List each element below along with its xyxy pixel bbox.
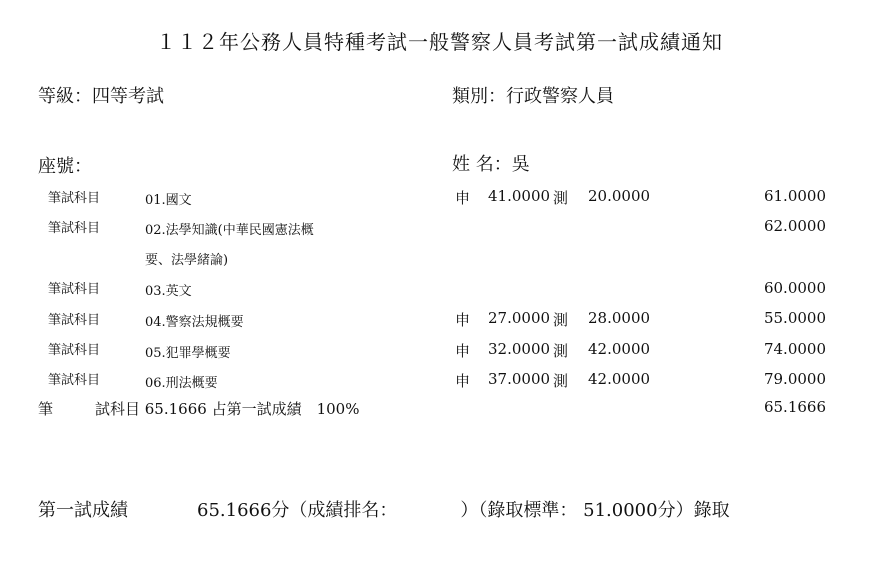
subject-name: 05.犯罪學概要 bbox=[145, 346, 231, 361]
subject-sub-score-1: 27.0000 bbox=[488, 309, 551, 327]
final-score-text: 65.1666分（成績排名： ）（錄取標準： 51.0000分）錄取 bbox=[197, 500, 730, 521]
subject-type: 筆試科目 bbox=[48, 343, 101, 358]
subject-flag: 申 bbox=[455, 311, 471, 329]
subject-sub-score-2: 42.0000 bbox=[588, 340, 651, 358]
subject-sub-score-1: 41.0000 bbox=[488, 187, 551, 205]
seat-number-label: 座號： bbox=[38, 156, 92, 177]
subject-sub-score-1: 32.0000 bbox=[488, 340, 551, 358]
subject-type: 筆試科目 bbox=[48, 221, 101, 236]
exam-grade: 等級：四等考試 bbox=[38, 86, 164, 107]
subject-type: 筆試科目 bbox=[48, 313, 101, 328]
subject-sub-score-2: 42.0000 bbox=[588, 370, 651, 388]
subject-name-continued: 要、法學緒論) bbox=[145, 253, 229, 268]
subject-sub-label: 測 bbox=[553, 311, 569, 329]
subject-sub-score-1: 37.0000 bbox=[488, 370, 551, 388]
subject-sub-label: 測 bbox=[553, 189, 569, 207]
subject-type: 筆試科目 bbox=[48, 191, 101, 206]
subject-type: 筆試科目 bbox=[48, 282, 101, 297]
subject-name: 04.警察法規概要 bbox=[145, 315, 244, 330]
subject-score: 60.0000 bbox=[763, 279, 826, 297]
subject-flag: 申 bbox=[455, 342, 471, 360]
subject-name: 02.法學知識(中華民國憲法概 bbox=[145, 223, 314, 238]
summary-score: 65.1666 bbox=[763, 398, 826, 416]
candidate-name: 姓 名：吳 bbox=[452, 154, 530, 175]
subject-flag: 申 bbox=[455, 372, 471, 390]
subject-flag: 申 bbox=[455, 189, 471, 207]
subject-score: 55.0000 bbox=[763, 309, 826, 327]
subject-name: 01.國文 bbox=[145, 193, 192, 208]
subject-type: 筆試科目 bbox=[48, 373, 101, 388]
summary-label: 試科目 65.1666 占第一試成績 100% bbox=[95, 400, 360, 418]
notice-title: １１２年公務人員特種考試一般警察人員考試第一試成績通知 bbox=[156, 30, 723, 54]
subject-score: 62.0000 bbox=[763, 217, 826, 235]
subject-sub-label: 測 bbox=[553, 372, 569, 390]
exam-category: 類別：行政警察人員 bbox=[452, 86, 614, 107]
subject-name: 03.英文 bbox=[145, 284, 192, 299]
summary-label-prefix: 筆 bbox=[38, 400, 54, 418]
subject-score: 61.0000 bbox=[763, 187, 826, 205]
subject-sub-score-2: 20.0000 bbox=[588, 187, 651, 205]
subject-name: 06.刑法概要 bbox=[145, 376, 218, 391]
subject-score: 79.0000 bbox=[763, 370, 826, 388]
subject-score: 74.0000 bbox=[763, 340, 826, 358]
subject-sub-label: 測 bbox=[553, 342, 569, 360]
subject-sub-score-2: 28.0000 bbox=[588, 309, 651, 327]
final-score-label: 第一試成績 bbox=[38, 500, 128, 521]
